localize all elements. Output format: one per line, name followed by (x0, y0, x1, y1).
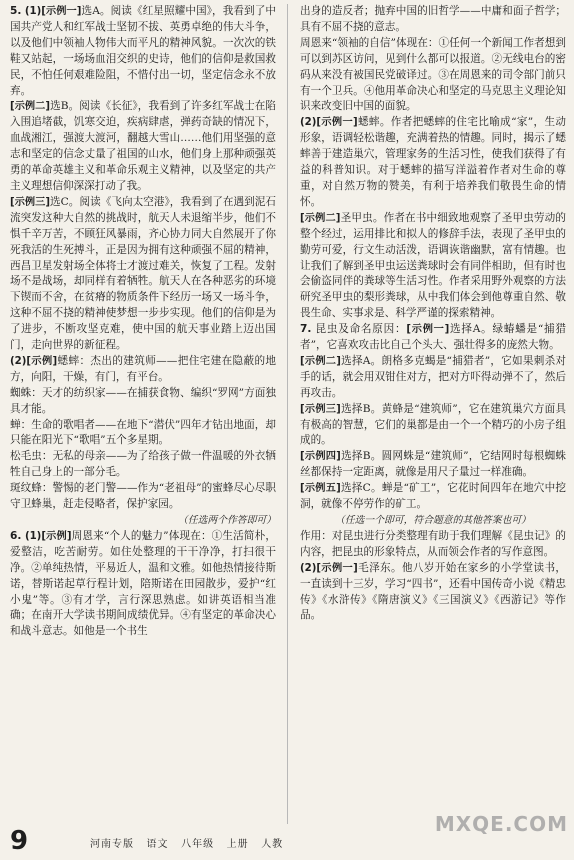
answer-7-para-5 (300, 481, 566, 513)
answer-6-para-1 (10, 529, 276, 640)
answer-text: 作用：对昆虫进行分类整理有助于我们理解《昆虫记》的内容，把昆虫的形象特点，从而领会作者的写作意图。 (300, 529, 566, 558)
answer-extra-2 (300, 561, 566, 625)
example-label: [示例五] (300, 483, 341, 495)
page-footer (0, 826, 574, 860)
answer-5-para-7 (10, 449, 276, 481)
answer-text: 蝉：生命的歌唱者——在地下“潜伏”四年才钻出地面，却只能在阳光下“歌唱”五个多星期。 (10, 418, 276, 447)
example-label: (1)[示例] (24, 530, 72, 542)
answer-text: 松毛虫：无私的母亲——为了给孩子做一件温暖的外衣牺牲自己身上的一部分毛。 (10, 450, 276, 479)
answer-5-para-4 (10, 354, 276, 386)
answer-5-para-5 (10, 386, 276, 418)
answer-heading: 昆虫及命名原因： (315, 323, 407, 336)
footer-region: 河南专版 (90, 839, 134, 850)
footer-info (90, 835, 283, 850)
answer-7-para-1 (300, 322, 566, 354)
example-label: [示例二] (300, 212, 341, 224)
answer-text: 蜘蛛：天才的纺织家——在捕获食物、编织“罗网”方面独具才能。 (10, 386, 276, 415)
answer-6-cont-3 (300, 115, 566, 210)
page-number: 9 (10, 826, 29, 856)
answer-text: 圣甲虫。作者在书中细致地观察了圣甲虫劳动的整个经过，运用排比和拟人的修辞手法，表现了圣甲虫的勤劳可爱，行文生动活泼，语调诙谐幽默，富有情趣。也让我们了解到圣甲虫运送粪球时会有同伴相助，但有时也会偷盗同伴的粪球等生活习性。作者采用野外观察的方法研究圣甲虫的梨形粪球，从中我们体会到他尊重自然、敬畏生命、实事求是、科学严谨的探索精神。 (300, 211, 567, 320)
answer-text: 选择A。朗格多克蝎是“捕猎者”，它如果刺杀对手的话，就会用双钳住对方，把对方吓得动弹不了，然后再攻击。 (300, 354, 567, 399)
question-number: 5. (10, 5, 22, 17)
answer-text: 周恩来“个人的魅力”体现在：①生活简朴，爱整洁，吃苦耐劳。如住处整理的干干净净，打扫很干净。②单纯热情，平易近人，温和文雅。如他热情接待斯诺，替斯诺起草行程计划，陪斯诺在田园散步，爱护“红小鬼”等。③有才学，言行深思熟虑。如讲英语相当准确；在南开大学读书期间成绩优异。④有坚定的革命决心和战斗意志。如他是一个书生 (10, 529, 276, 638)
answer-6-cont-1 (300, 4, 566, 36)
answer-5-para-2 (10, 99, 276, 194)
answer-text: 选C。阅读《飞向太空港》，我看到了在遇到泥石流突发这种大自然的挑战时，航天人未退缩半步，他们不惧千辛万苦，不顾狂风暴雨，齐心协力同大自然展开了你死我活的生死搏斗，正是因为拥有这种顽强不屈的精神，西昌卫星发射场全体将士才渡过难关，恢复了工程。发射场不是战场，却同样有着牺牲。航天人在各种恶劣的环境下锲而不舍，在贫瘠的物质条件下经历一场又一场斗争，这种不屈不挠的精神使梦想一步步实现。他们的信仰是为了进步，不断攻坚克难，使中国的航天事业踏上迈出国门，走向世界的新征程。 (10, 195, 277, 352)
answer-text: 周恩来“领袖的自信”体现在：①任何一个新闻工作者想到可以到苏区访问，见到什么都可以报道。②无线电台的密码从来没有被国民党破译过。③在周恩来的司令部门前只有一个卫兵。④他用革命决心和坚定的马克思主义理论知识来改变旧中国的面貌。 (300, 36, 566, 113)
answer-text: 选择A。绿蝽蟠是“捕猎者”，它喜欢攻击比自己个头大、强壮得多的庞然大物。 (300, 323, 566, 352)
answer-5-para-1 (10, 4, 276, 99)
answer-text: 蟋蟀。作者把蟋蟀的住宅比喻成“家”，生动形象，语调轻松谐趣，充满着热的情趣。同时，揭示了蟋蟀善于建造巢穴，管理家务的生活习性，使我们获得了有益的科普知识。对于蟋蟀的描写洋溢着作者对生命的尊重，对自然万物的赞美，有利于培养我们敬畏生命的情怀。 (300, 116, 566, 208)
answer-5-para-6 (10, 418, 276, 450)
answer-text: 选A。阅读《红星照耀中国》，我看到了中国共产党人和红军战士坚韧不拔、英勇卓绝的伟大斗争，以及他们中领袖人物伟大而平凡的精神风貌。一次次的铁鞋又站起，一场场血泪交织的史诗，他们的信仰是救国救民，不怕任何艰难险阻，不惜付出一切，坚定信念永不放弃。 (10, 5, 276, 97)
example-label: (2)[示例] (10, 355, 58, 367)
example-label: [示例二] (10, 101, 51, 113)
answer-7-para-2 (300, 354, 566, 402)
answer-5-para-3 (10, 195, 276, 354)
example-label: [示例二] (300, 355, 341, 367)
example-label: (2)[示例一] (300, 562, 358, 574)
column-divider (287, 4, 288, 824)
answer-note: （任选两个作答即可） (178, 515, 276, 526)
answer-text: 蟋蟀：杰出的建筑师——把住宅建在隐蔽的地方，向阳，干燥，有门，有平台。 (10, 354, 276, 383)
footer-edition: 人教 (261, 839, 284, 850)
example-label: [示例四] (300, 451, 341, 463)
answer-6-cont-4 (300, 211, 566, 322)
example-label: [示例三] (10, 196, 51, 208)
answer-text: 选择C。蝉是“矿工”，它花时间四年在地穴中挖洞，就像不停劳作的矿工。 (300, 482, 567, 511)
answer-6-cont-2 (300, 36, 566, 116)
answer-text: 毛泽东。他八岁开始在家乡的小学堂读书，一直读到十三岁，学习“四书”，还看中国传奇小说《精忠传》《水浒传》《隋唐演义》《三国演义》《西游记》等作品。 (300, 561, 566, 622)
answer-text: 选B。阅读《长征》，我看到了许多红军战士在陷入围追堵截，饥寒交迫，疾病肆虐，弹药奇缺的情况下，血战湘江，强渡大渡河，翻越大雪山……他们用坚强的意志和坚定的信念丈量了祖国的山水，他们身上那种顽强英勇的革命英雄主义和革命乐观主义精神，以及坚定的共产主义理想信仰深深打动了我。 (10, 100, 277, 192)
answer-text: 斑纹蜂：警惕的老门警——作为“老祖母”的蜜蜂尽心尽职守卫蜂巢，赶走侵略者，保护家园。 (10, 482, 276, 511)
answer-text: 出身的造反者；抛弃中国的旧哲学——中庸和面子哲学；具有不屈不挠的意志。 (300, 5, 566, 33)
answer-text: 选择B。黄蜂是“建筑师”，它在建筑巢穴方面具有极高的智慧，它们的巢都是由一个一个精巧的小房子组成的。 (300, 402, 567, 447)
answer-extra-1 (300, 529, 566, 561)
watermark-logo: MXQE.COM (434, 812, 568, 836)
question-number: 6. (10, 529, 22, 542)
question-number: 7. (300, 323, 312, 336)
answer-note: （任选一个即可，符合题意的其他答案也可） (335, 515, 531, 526)
right-column (300, 4, 566, 624)
answer-7-para-4 (300, 449, 566, 481)
example-label: (2)[示例一] (300, 117, 358, 129)
example-label: [示例一] (406, 324, 450, 336)
answer-7-para-3 (300, 402, 566, 450)
answer-5-para-8 (10, 481, 276, 513)
example-label: (1)[示例一] (24, 6, 82, 17)
left-column (10, 4, 276, 640)
example-label: [示例三] (300, 403, 341, 415)
answer-text: 选择B。圆网蛛是“建筑师”，它结网时每根蜘蛛丝都保持一定距离，就像是用尺子量过一样准确。 (300, 450, 567, 479)
footer-subject: 语文 (146, 839, 169, 850)
footer-term: 上册 (226, 839, 249, 850)
footer-grade: 八年级 (181, 839, 215, 850)
